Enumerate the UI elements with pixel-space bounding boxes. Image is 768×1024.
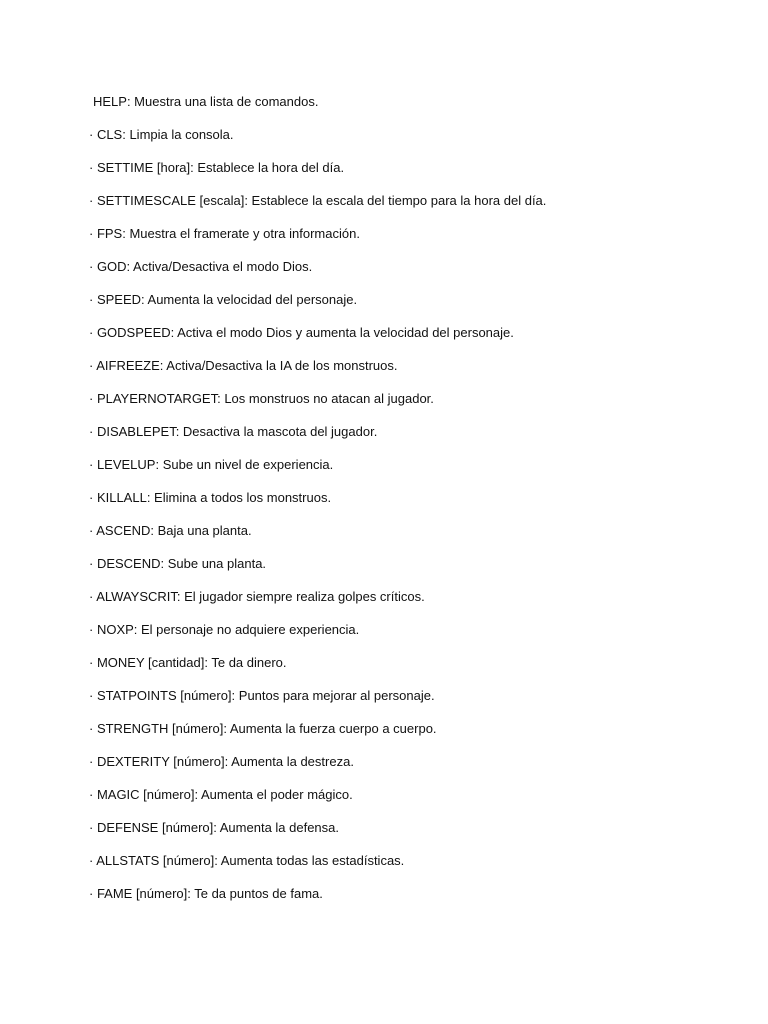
- command-item-noxp: · NOXP: El personaje no adquiere experiencia.: [89, 622, 360, 637]
- command-item-ascend: · ASCEND: Baja una planta.: [89, 523, 252, 538]
- command-item-defense: · DEFENSE [número]: Aumenta la defensa.: [89, 820, 340, 835]
- command-item-magic: · MAGIC [número]: Aumenta el poder mágico.: [89, 787, 353, 802]
- command-list: [89, 93, 546, 918]
- command-item-strength: · STRENGTH [número]: Aumenta la fuerza cuerpo a cuerpo.: [89, 721, 437, 736]
- command-item-godspeed: · GODSPEED: Activa el modo Dios y aumenta la velocidad del personaje.: [89, 325, 514, 340]
- command-item-alwayscrit: · ALWAYSCRIT: El jugador siempre realiza golpes críticos.: [89, 589, 425, 604]
- command-item-playernotarget: · PLAYERNOTARGET: Los monstruos no atacan al jugador.: [89, 391, 434, 406]
- command-item-aifreeze: · AIFREEZE: Activa/Desactiva la IA de los monstruos.: [89, 358, 398, 373]
- command-item-speed: · SPEED: Aumenta la velocidad del personaje.: [89, 292, 358, 307]
- command-item-statpoints: · STATPOINTS [número]: Puntos para mejorar al personaje.: [89, 688, 435, 703]
- command-item-levelup: · LEVELUP: Sube un nivel de experiencia.: [89, 457, 334, 472]
- command-item-help: HELP: Muestra una lista de comandos.: [93, 94, 319, 109]
- command-item-killall: · KILLALL: Elimina a todos los monstruos.: [89, 490, 332, 505]
- command-item-descend: · DESCEND: Sube una planta.: [89, 556, 267, 571]
- command-item-allstats: · ALLSTATS [número]: Aumenta todas las estadísticas.: [89, 853, 405, 868]
- command-item-dexterity: · DEXTERITY [número]: Aumenta la destreza.: [89, 754, 354, 769]
- command-item-fps: · FPS: Muestra el framerate y otra información.: [89, 226, 360, 241]
- command-item-settimescale: · SETTIMESCALE [escala]: Establece la escala del tiempo para la hora del día.: [89, 193, 547, 208]
- command-item-money: · MONEY [cantidad]: Te da dinero.: [89, 655, 287, 670]
- command-item-god: · GOD: Activa/Desactiva el modo Dios.: [89, 259, 313, 274]
- command-item-settime: · SETTIME [hora]: Establece la hora del día.: [89, 160, 345, 175]
- command-item-disablepet: · DISABLEPET: Desactiva la mascota del jugador.: [89, 424, 378, 439]
- command-item-fame: · FAME [número]: Te da puntos de fama.: [89, 886, 323, 901]
- command-item-cls: · CLS: Limpia la consola.: [89, 127, 234, 142]
